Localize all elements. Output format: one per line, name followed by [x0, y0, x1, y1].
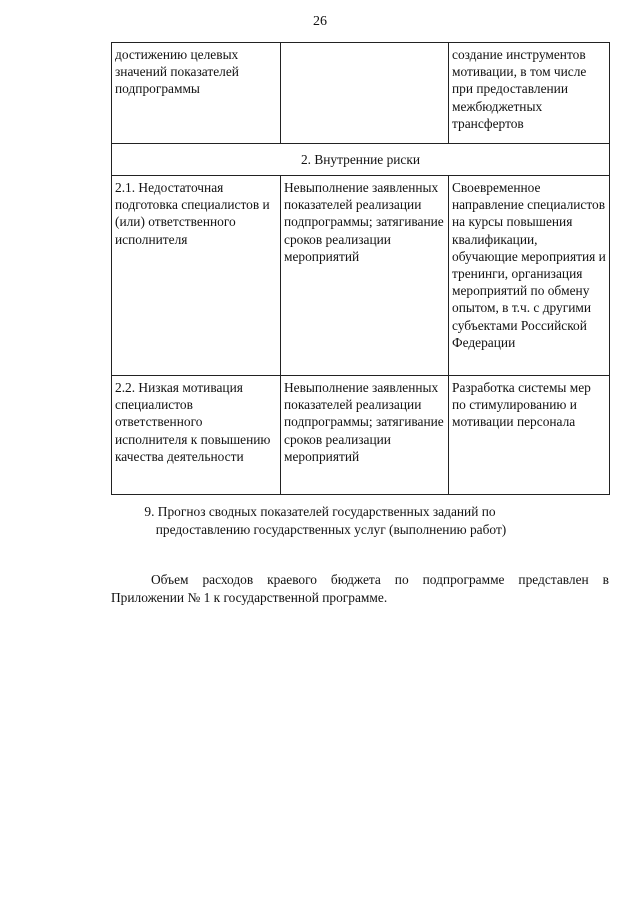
table-row	[112, 176, 610, 376]
measures-cell: Своевременное направление специалистов на курсы повышения квалификации, обучающие мероприятия и тренинги, организация мероприятий по обмену опытом, в т.ч. с другими субъектами Российской Федерации	[449, 176, 610, 376]
consequences-cell: Невыполнение заявленных показателей реализации подпрограммы; затягивание сроков реализации мероприятий	[281, 176, 449, 376]
table-row	[112, 43, 610, 144]
body-paragraph: Объем расходов краевого бюджета по подпрограмме представлен в Приложении № 1 к государственной программе.	[111, 572, 609, 606]
section-heading-line-2: предоставлению государственных услуг (выполнению работ)	[155, 522, 507, 537]
risk-cell: 2.2. Низкая мотивация специалистов ответственного исполнителя к повышению качества деятельности	[112, 376, 281, 495]
table-row	[112, 376, 610, 495]
measures-cell: создание инструментов мотивации, в том числе при предоставлении межбюджетных трансфертов	[449, 43, 610, 144]
section-heading	[0, 503, 640, 539]
section-title: 2. Внутренние риски	[112, 144, 610, 176]
risk-cell: достижению целевых значений показателей подпрограммы	[112, 43, 281, 144]
page-number: 26	[313, 14, 327, 29]
consequences-cell	[281, 43, 449, 144]
risk-table	[111, 42, 610, 495]
table-section-row	[112, 144, 610, 176]
consequences-cell: Невыполнение заявленных показателей реализации подпрограммы; затягивание сроков реализации мероприятий	[281, 376, 449, 495]
measures-cell: Разработка системы мер по стимулированию и мотивации персонала	[449, 376, 610, 495]
section-heading-line-1: 9. Прогноз сводных показателей государственных заданий по	[144, 504, 496, 519]
risk-cell: 2.1. Недостаточная подготовка специалистов и (или) ответственного исполнителя	[112, 176, 281, 376]
